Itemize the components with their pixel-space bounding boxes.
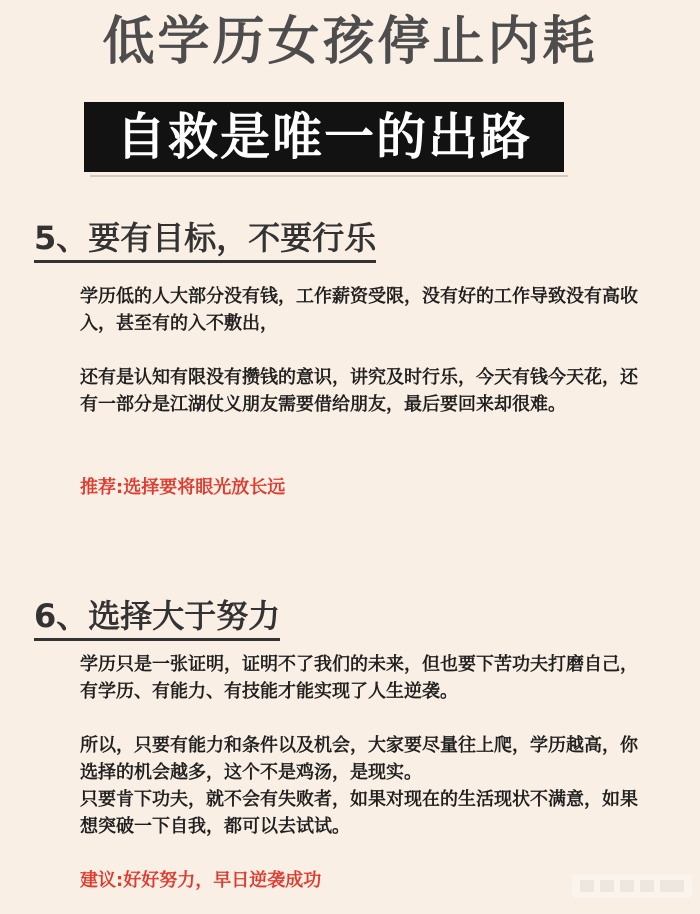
section-5-recommendation: 推荐:选择要将眼光放长远 (80, 477, 286, 498)
title-divider (90, 175, 568, 177)
page-subtitle: 自救是唯一的出路 (116, 108, 532, 166)
subtitle-banner (84, 102, 564, 172)
watermark-logo (572, 872, 692, 900)
section-6-suggestion: 建议:好好努力，早日逆袭成功 (80, 870, 322, 891)
section-6-paragraph-3: 只要肯下功夫，就不会有失败者，如果对现在的生活现状不满意，如果想突破一下自我，都可以去试试。 (80, 789, 638, 837)
page-title: 低学历女孩停止内耗 (102, 12, 598, 72)
section-6-heading: 6、选择大于努力 (34, 596, 280, 641)
section-6-paragraph-1: 学历只是一张证明，证明不了我们的未来，但也要下苦功夫打磨自己，有学历、有能力、有技能才能实现了人生逆袭。 (80, 654, 638, 702)
section-5-paragraph-2: 还有是认知有限没有攒钱的意识，讲究及时行乐，今天有钱今天花，还有一部分是江湖仗义朋友需要借给朋友，最后要回来却很难。 (80, 367, 638, 415)
section-5-heading: 5、要有目标，不要行乐 (34, 218, 376, 263)
section-6-paragraph-2: 所以，只要有能力和条件以及机会，大家要尽量往上爬，学历越高，你选择的机会越多，这个不是鸡汤，是现实。 (80, 735, 638, 783)
section-5-paragraph-1: 学历低的人大部分没有钱，工作薪资受限，没有好的工作导致没有高收入，甚至有的入不敷出， (80, 286, 638, 334)
